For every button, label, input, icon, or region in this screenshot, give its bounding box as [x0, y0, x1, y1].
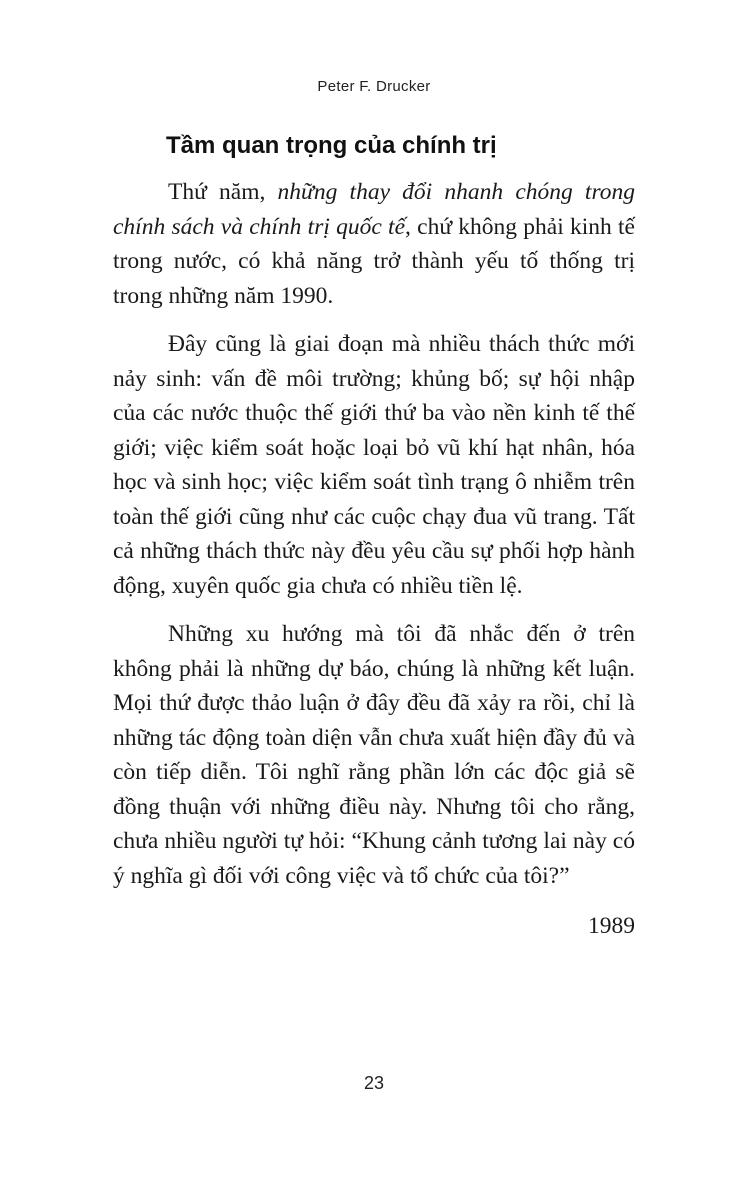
paragraph-1-intro: Thứ năm, [168, 179, 278, 205]
year-signature: 1989 [588, 913, 635, 939]
paragraph-1 [113, 175, 635, 313]
paragraph-3: Những xu hướng mà tôi đã nhắc đến ở trên không phải là những dự báo, chúng là những kết luận. Mọi thứ được thảo luận ở đây đều đã xảy ra rồi, chỉ là những tác động toàn diện vẫn chưa xuất hiện đầy đủ và còn tiếp diễn. Tôi nghĩ rằng phần lớn các độc giả sẽ đồng thuận với những điều này. Nhưng tôi cho rằng, chưa nhiều người tự hỏi: “Khung cảnh tương lai này có ý nghĩa gì đối với công việc và tổ chức của tôi?” [113, 621, 635, 889]
paragraph-1-rest: , chứ không phải kinh tế trong nước, có khả năng trở thành yếu tố thống trị trong những năm 1990. [113, 213, 635, 309]
paragraph-2: Đây cũng là giai đoạn mà nhiều thách thức mới nảy sinh: vấn đề môi trường; khủng bố; sự hội nhập của các nước thuộc thế giới thứ ba vào nền kinh tế thế giới; việc kiểm soát hoặc loại bỏ vũ khí hạt nhân, hóa học và sinh học; việc kiểm soát tình trạng ô nhiễm trên toàn thế giới cũng như các cuộc chạy đua vũ trang. Tất cả những thách thức này đều yêu cầu sự phối hợp hành động, xuyên quốc gia chưa có nhiều tiền lệ. [113, 331, 635, 599]
running-header-author: Peter F. Drucker [317, 78, 431, 95]
page-number: 23 [363, 1073, 385, 1093]
body-text [113, 175, 635, 944]
section-title: Tầm quan trọng của chính trị [166, 132, 497, 159]
paragraph-1-emphasis: những thay đổi nhanh chóng trong chính sách và chính trị quốc tế [113, 179, 635, 240]
